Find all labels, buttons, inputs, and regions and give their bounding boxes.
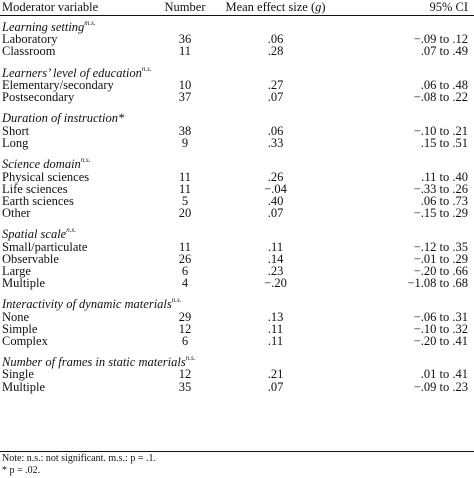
row-label: Classroom [2,44,56,59]
row-effect: .13 [267,309,284,324]
row-number: 35 [178,379,192,394]
row-ci: −.33 to .26 [413,181,468,196]
row-number: 6 [181,333,189,348]
header-number: Number [164,0,206,14]
row-effect: .26 [267,169,284,184]
row-number: 11 [178,44,192,59]
row-effect: .23 [267,263,284,278]
group-title: Learning setting$^{m.s.}$ [2,19,96,34]
row-effect: .14 [267,251,284,266]
note-line-2: * p = .02. [2,465,41,476]
row-number: 4 [181,275,189,290]
row-effect: .21 [267,367,284,382]
row-effect: .11 [267,321,284,336]
row-effect: .33 [267,135,284,150]
row-ci: −1.08 to .68 [407,275,468,290]
row-ci: .11 to .40 [421,169,468,184]
row-ci: .06 to .73 [420,193,468,208]
row-effect: .40 [267,193,284,208]
row-number: 12 [178,321,192,336]
row-ci: −.10 to .32 [413,321,468,336]
row-ci: .07 to .49 [420,44,468,59]
group-title: Number of frames in static materials$^{n.s.}$ [2,354,196,370]
row-effect: −.20 [264,275,287,290]
row-ci: .01 to .41 [420,367,468,382]
row-effect: .11 [267,239,284,254]
row-ci: −.20 to .41 [413,333,468,348]
row-number: 26 [178,251,192,266]
row-effect: .06 [267,32,284,47]
significance-marker: n.s. [185,354,196,363]
row-label: Laboratory [2,32,58,47]
row-effect: .07 [267,379,284,394]
significance-marker: n.s. [66,226,76,235]
significance-marker: n.s. [171,296,182,305]
row-ci: −.15 to .29 [413,205,468,220]
row-label: Single [2,367,34,382]
row-number: 20 [178,205,192,220]
row-number: 6 [181,263,189,278]
row-ci: −.20 to .66 [413,263,468,278]
row-effect: .27 [267,77,284,92]
row-label: Long [2,135,29,150]
row-number: 38 [178,123,192,138]
group-title: Duration of instruction* [2,110,125,125]
group-title: Spatial scale$^{n.s.}$ [2,226,76,242]
row-label: None [2,309,30,324]
row-ci: −.09 to .23 [413,379,468,394]
row-label: Postsecondary [2,90,75,104]
significance-marker: n.s. [80,156,91,165]
header-effect-size: Mean effect size (g) [225,0,326,14]
row-label: Physical sciences [2,169,90,184]
row-number: 11 [178,169,192,184]
row-effect: .07 [267,90,284,104]
note-line-1: Note: n.s.: not significant. m.s.: p = .1. [2,453,156,464]
row-number: 9 [181,135,189,150]
row-label: Complex [2,333,48,348]
row-label: Simple [2,321,38,336]
row-label: Earth sciences [2,193,74,208]
significance-marker: n.s. [141,64,152,73]
row-number: 29 [178,309,192,324]
row-label: Observable [2,251,59,266]
row-label: Multiple [2,379,46,394]
row-label: Elementary/secondary [2,77,114,92]
row-label: Life sciences [2,181,68,196]
row-label: Short [2,123,30,138]
row-label: Multiple [2,275,46,290]
row-ci: −.09 to .12 [413,32,468,47]
row-number: 11 [178,239,192,254]
row-ci: −.08 to .22 [413,90,468,104]
row-label: Large [2,263,31,278]
row-effect: .06 [267,123,284,138]
row-effect: .11 [267,333,284,348]
bottom-rule [0,451,474,452]
row-number: 5 [181,193,189,208]
row-effect: −.04 [264,181,287,196]
row-ci: .06 to .48 [420,77,468,92]
row-ci: −.01 to .29 [413,251,468,266]
row-number: 11 [178,181,192,196]
row-ci: −.06 to .31 [413,309,468,324]
row-ci: −.10 to .21 [413,123,468,138]
row-number: 36 [178,32,192,47]
row-ci: −.12 to .35 [413,239,468,254]
row-effect: .07 [267,205,284,220]
row-label: Small/particulate [2,239,88,254]
significance-marker: m.s. [84,19,96,27]
group-title: Science domain$^{n.s.}$ [2,156,91,172]
row-label: Other [2,205,31,220]
row-effect: .28 [267,44,284,59]
group-title: Learners’ level of education$^{n.s.}$ [2,64,152,80]
header-ci: 95% CI [429,0,468,14]
row-ci: .15 to .51 [420,135,468,150]
row-number: 10 [178,77,192,92]
row-number: 37 [178,90,192,104]
header-moderator: Moderator variable [2,0,99,14]
top-rule [0,15,474,16]
row-number: 12 [178,367,192,382]
group-title: Interactivity of dynamic materials$^{n.s.}$ [2,296,182,312]
